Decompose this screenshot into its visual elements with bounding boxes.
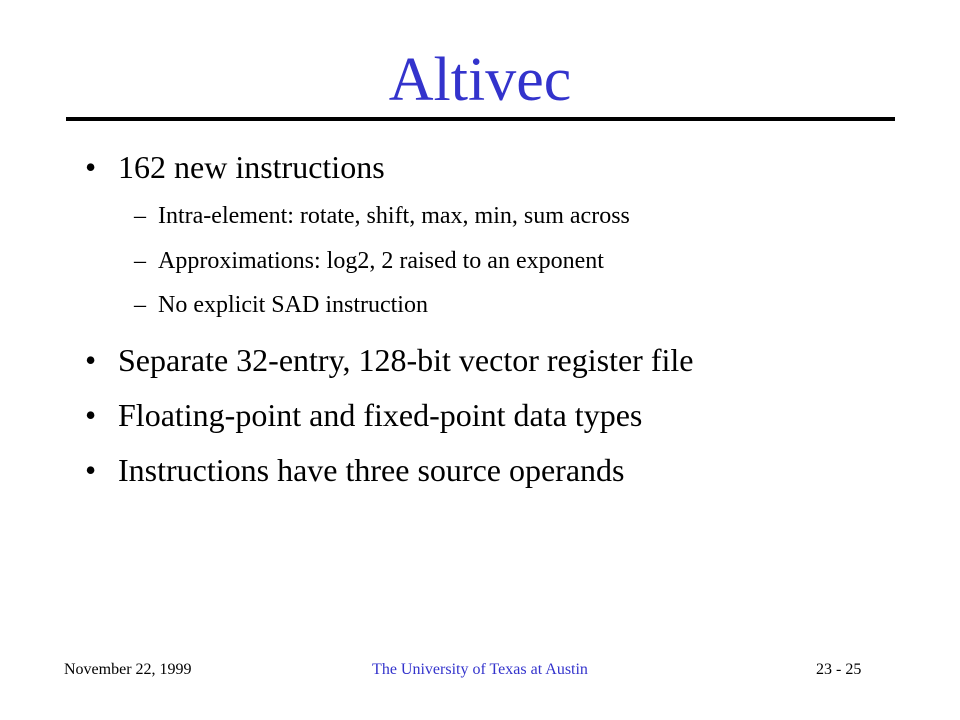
bullet-text: Instructions have three source operands (118, 452, 625, 488)
sub-bullet-text: Intra-element: rotate, shift, max, min, sum across (158, 203, 630, 229)
sub-bullet-text: No explicit SAD instruction (158, 292, 428, 318)
bullet-mark: • (85, 452, 97, 488)
footer-date: November 22, 1999 (64, 661, 192, 678)
bullet-mark: • (85, 149, 97, 185)
footer-organization: The University of Texas at Austin (372, 661, 588, 678)
sub-bullet-text: Approximations: log2, 2 raised to an exponent (158, 248, 604, 274)
bullet-mark: • (85, 397, 97, 433)
sub-bullet-mark: – (134, 203, 146, 229)
bullet-text: 162 new instructions (118, 149, 385, 185)
bullet-text: Separate 32-entry, 128-bit vector register file (118, 342, 694, 378)
slide-title: Altivec (388, 46, 572, 114)
title-divider (66, 117, 895, 121)
bullet-text: Floating-point and fixed-point data types (118, 397, 643, 433)
sub-bullet-mark: – (134, 292, 146, 318)
bullet-mark: • (85, 342, 97, 378)
sub-bullet-mark: – (134, 248, 146, 274)
footer-page-number: 23 - 25 (816, 661, 862, 678)
